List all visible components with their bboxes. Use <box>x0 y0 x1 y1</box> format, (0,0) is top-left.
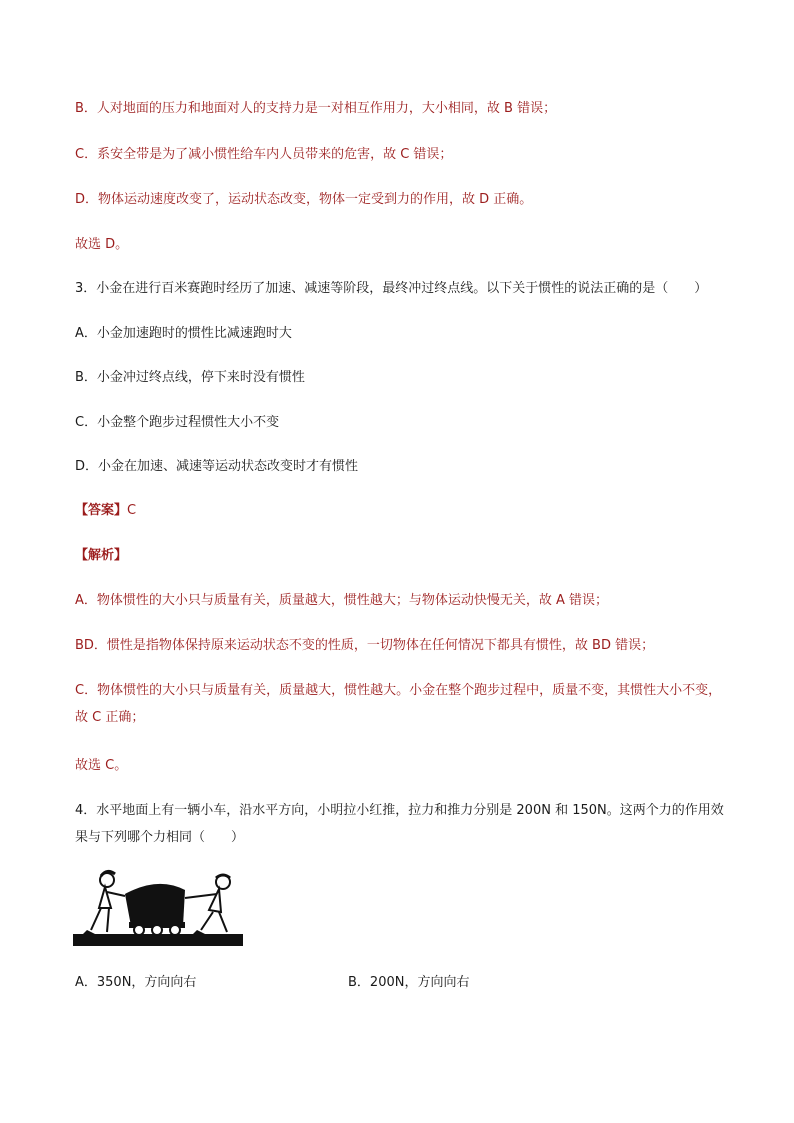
q3-analysis-bd: BD．惯性是指物体保持原来运动状态不变的性质，一切物体在任何情况下都具有惯性，故 BD 错误； <box>75 638 655 653</box>
prev-analysis-b: B．人对地面的压力和地面对人的支持力是一对相互作用力，大小相同，故 B 错误； <box>75 101 557 116</box>
prev-analysis-c: C．系安全带是为了减小惯性给车内人员带来的危害，故 C 错误； <box>75 147 453 162</box>
prev-analysis-d: D．物体运动速度改变了，运动状态改变，物体一定受到力的作用，故 D 正确。 <box>75 192 533 207</box>
q3-option-c: C．小金整个跑步过程惯性大小不变 <box>75 415 280 430</box>
analysis-label: 【解析】 <box>75 548 128 563</box>
q3-option-b: B．小金冲过终点线，停下来时没有惯性 <box>75 370 305 385</box>
q4-stem: 4．水平地面上有一辆小车，沿水平方向，小明拉小红推，拉力和推力分别是 200N 和 150N。这两个力的作用效果与下列哪个力相同（ ） <box>75 803 724 845</box>
q3-analysis-c: C．物体惯性的大小只与质量有关，质量越大，惯性越大。小金在整个跑步过程中，质量不变，其惯性大小不变，故 C 正确； <box>75 683 722 725</box>
q3-option-d: D．小金在加速、减速等运动状态改变时才有惯性 <box>75 459 359 474</box>
q4-option-b: B．200N，方向向右 <box>348 975 470 990</box>
q3-stem: 3．小金在进行百米赛跑时经历了加速、减速等阶段，最终冲过终点线。以下关于惯性的说法正确的是（ ） <box>75 281 708 296</box>
q3-answer <box>75 502 136 520</box>
answer-label: 【答案】 <box>75 503 128 518</box>
answer-value: C <box>127 503 137 518</box>
cart-push-pull-illustration <box>73 868 243 953</box>
prev-select: 故选 D。 <box>75 237 129 252</box>
q3-option-a: A．小金加速跑时的惯性比减速跑时大 <box>75 326 292 341</box>
q3-analysis-a: A．物体惯性的大小只与质量有关，质量越大，惯性越大；与物体运动快慢无关，故 A 错误； <box>75 593 609 608</box>
q3-select: 故选 C。 <box>75 758 128 773</box>
q4-option-a: A．350N，方向向右 <box>75 975 197 990</box>
